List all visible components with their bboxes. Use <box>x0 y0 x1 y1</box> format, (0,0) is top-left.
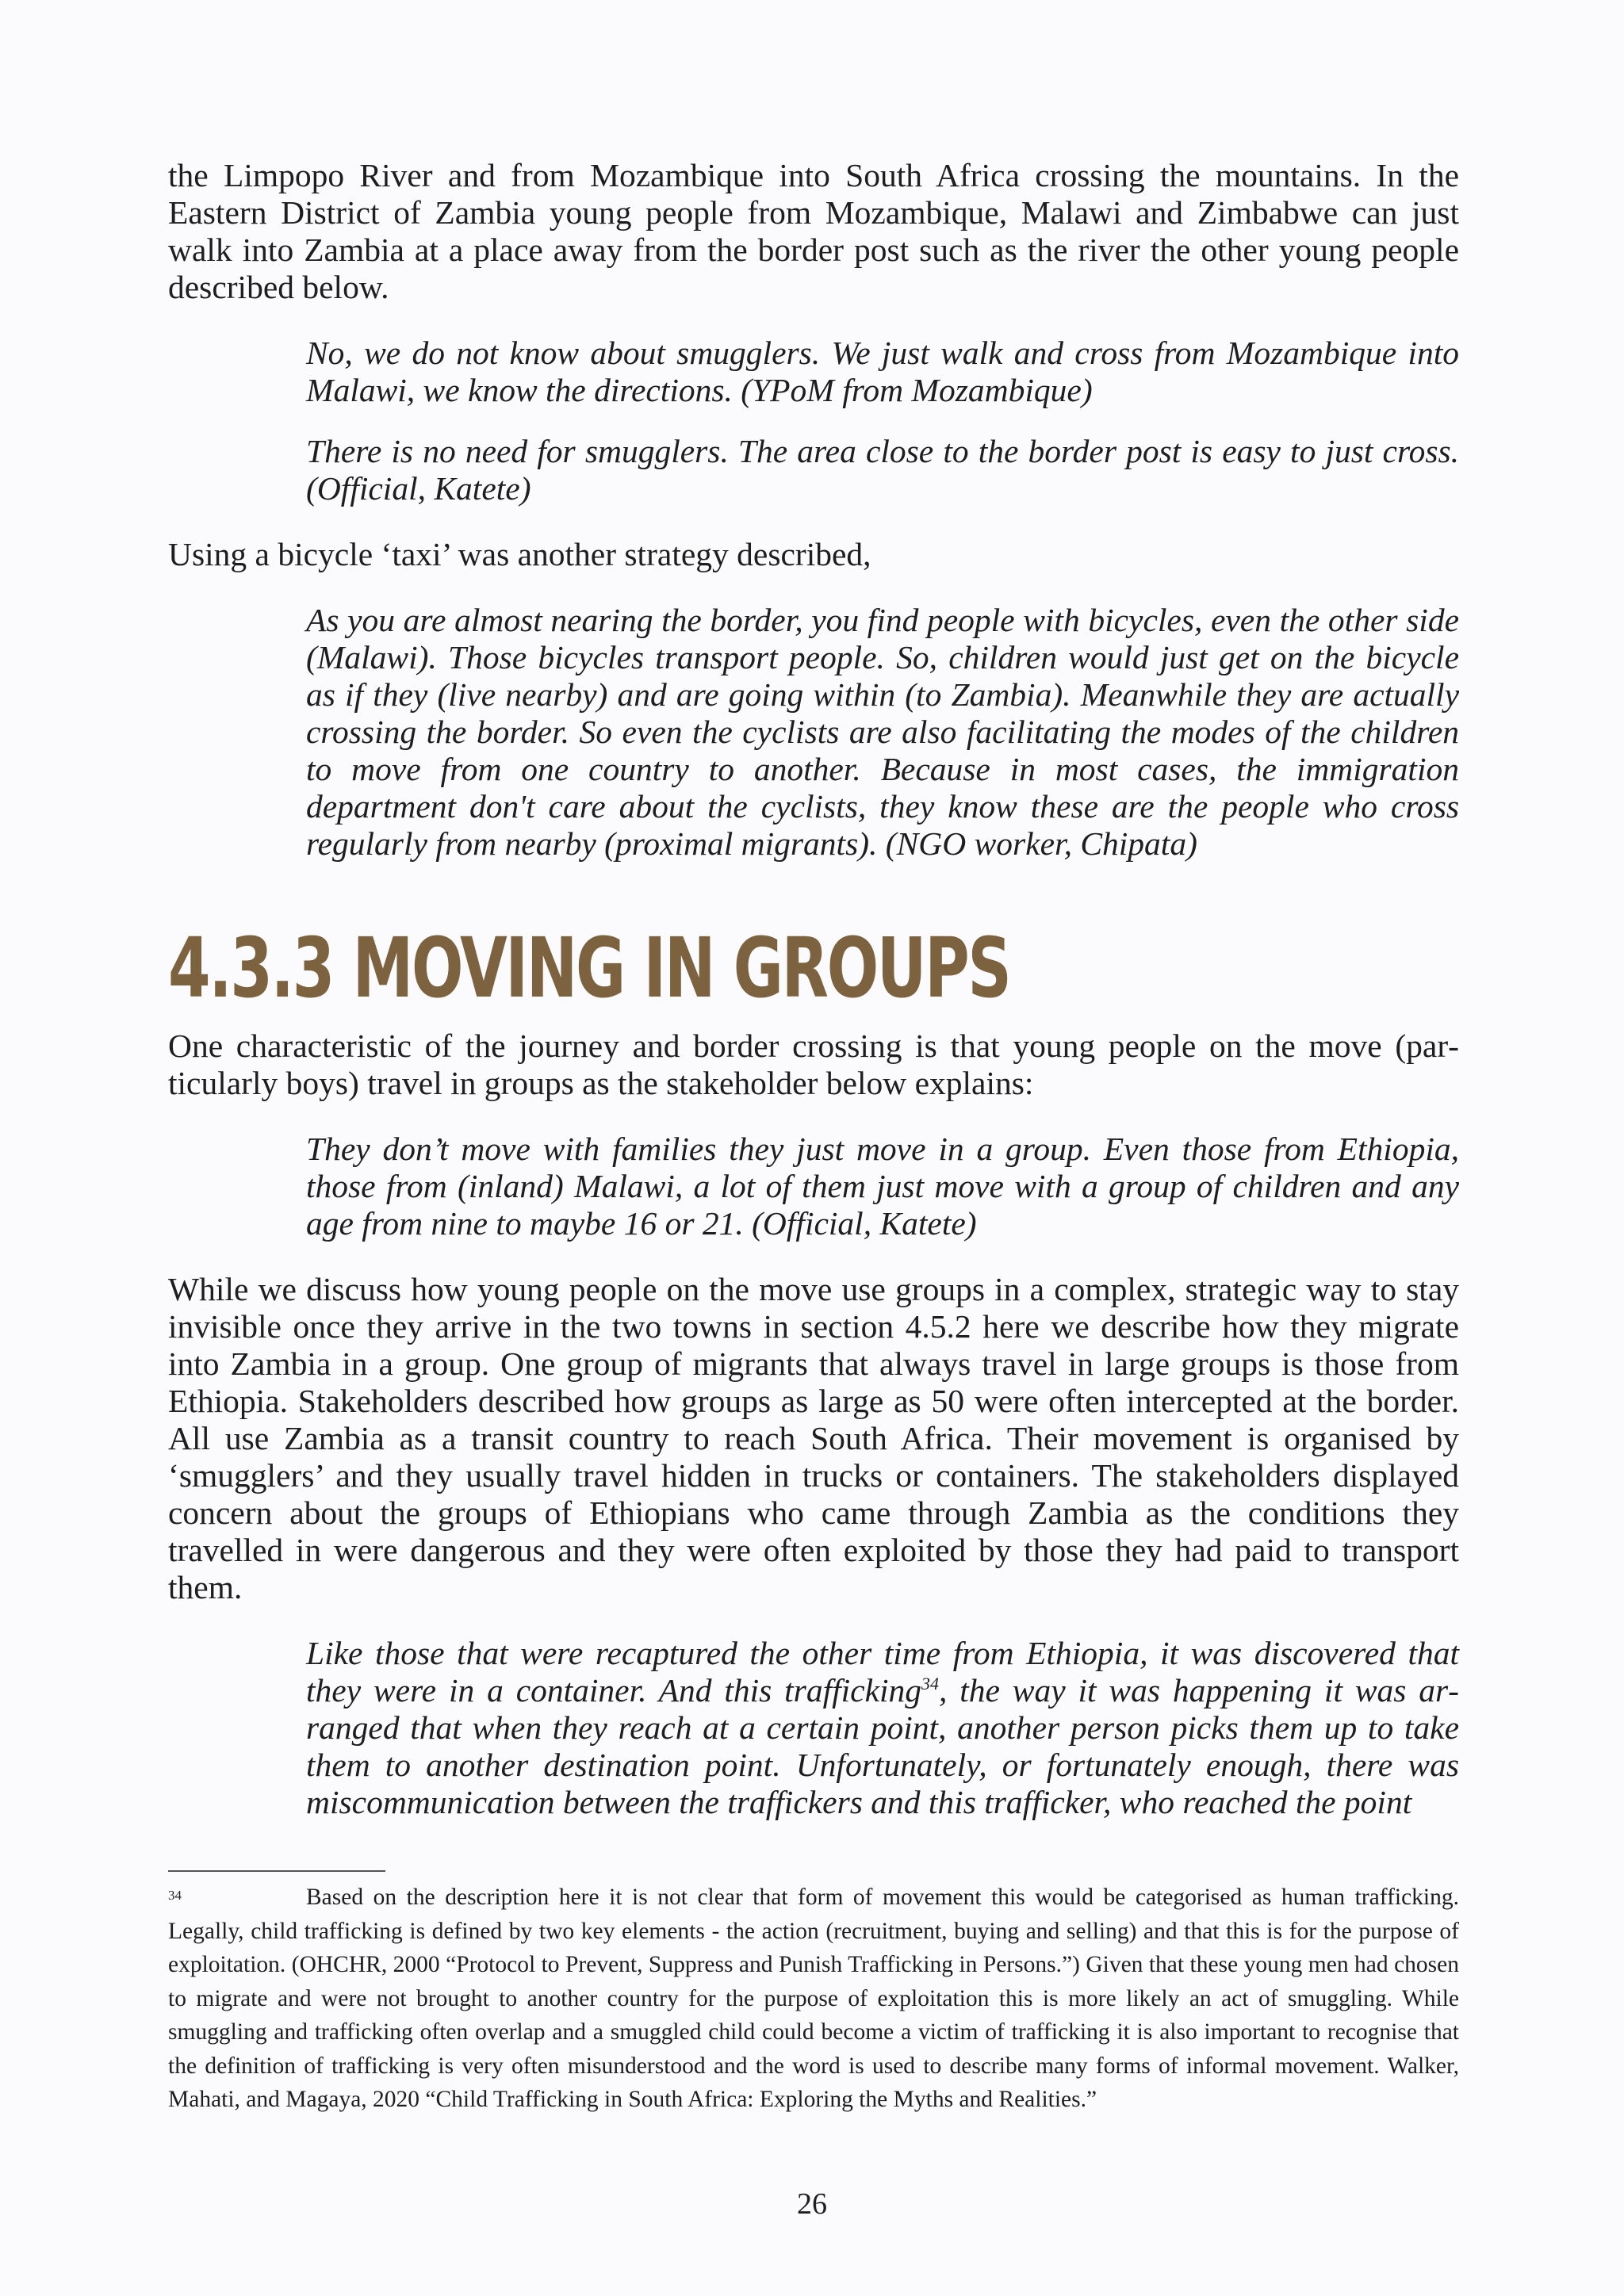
quote-official-katete-smugglers: There is no need for smugglers. The area close to the border post is easy to just cross. (Official, Katete) <box>306 433 1459 507</box>
page-body <box>168 157 1459 1821</box>
quote-ypom-mozambique: No, we do not know about smugglers. We just walk and cross from Mozambique into Malawi, we know the directions. (YPoM from Mozambique) <box>306 335 1459 408</box>
quote-ngo-worker-chipata: As you are almost nearing the border, you find people with bicycles, even the other side (Malawi). Those bicycles transport people. So, children would just get on the bicycle as if they (live nearby) and are going within (to Zambia). Meanwhile they are actually crossing the border. So even the cyclists are also facilitating the modes of the children to move from one country to another. Because in most cases, the immigration department don't care about the cyclists, they know these are the people who cross regularly from nearby (proximal migrants). (NGO worker, Chipata) <box>306 602 1459 862</box>
footnote-text: Based on the description here it is not clear that form of movement this would be categorised as human trafficking. Legally, child trafficking is defined by two key elements - the action (recruitment, buying and selling) and that this is for the purpose of exploitation. (OHCHR, 2000 “Protocol to Prevent, Suppress and Punish Trafficking in Persons.”) Given that these young men had chosen to migrate and were not brought to another country for the purpose of exploitation this is more likely an act of smuggling. While smuggling and trafficking often overlap and a smuggled child could become a victim of trafficking it is also important to recognise that the definition of trafficking is very often misunderstood and the word is used to describe many forms of informal movement. Walker, Mahati, and Magaya, 2020 “Child Trafficking in South Africa: Exploring the Myths and Realities.” <box>168 1885 1459 2112</box>
bicycle-taxi-paragraph: Using a bicycle ‘taxi’ was another strategy described, <box>168 536 871 572</box>
ethiopia-groups-paragraph: While we discuss how young people on the move use groups in a complex, strategic way to stay invisible once they arrive in the two towns in section 4.5.2 here we describe how they migrate into Zambia in a group. One group of migrants that always travel in large groups is those from Ethiopia. Stakeholders described how groups as large as 50 were often intercepted at the border. All use Zambia as a transit country to reach South Africa. Their movement is organised by ‘smugglers’ and they usually travel hidden in trucks or containers. The stakeholders displayed concern about the groups of Ethiopians who came through Zambia as the conditions they travelled in were dangerous and they were often exploited by those they had paid to transport them. <box>168 1271 1459 1605</box>
page-number: 26 <box>797 2187 827 2221</box>
quote-container-text-end: , the way it was happening it was arranged that when they reach at a certain point, another person picks them up to take them to another destination point. Unfortunately, or fortunately enough, there was miscommunication between the traffickers and this trafficker, who reached the point <box>306 1672 1459 1820</box>
footnote-reference-34[interactable]: 34 <box>921 1674 940 1694</box>
moving-in-groups-paragraph: One characteristic of the journey and border crossing is that young people on the move (particularly boys) travel in groups as the stakeholder below explains: <box>168 1027 1459 1101</box>
footnote-number: 34 <box>168 1888 182 1903</box>
footnote-34 <box>168 1881 1459 2117</box>
quote-container-text-start: Like those that were recaptured the other time from Ethiopia, it was discovered that they were in a container. And this trafficking <box>306 1635 1459 1709</box>
footnote-separator <box>168 1870 385 1872</box>
quote-official-katete-groups: They don’t move with families they just move in a group. Even those from Ethiopia, those from (inland) Malawi, a lot of them just move with a group of children and any age from nine to maybe 16 or 21. (Official, Katete) <box>306 1131 1459 1242</box>
section-heading: 4.3.3 MOVING IN GROUPS <box>168 920 1010 1016</box>
quote-container-trafficking <box>306 1635 1459 1821</box>
intro-paragraph: the Limpopo River and from Mozambique into South Africa crossing the mountains. In the Eastern District of Zambia young people from Mozambique, Malawi and Zimbabwe can just walk into Zambia at a place away from the border post such as the river the other young people described below. <box>168 157 1459 305</box>
